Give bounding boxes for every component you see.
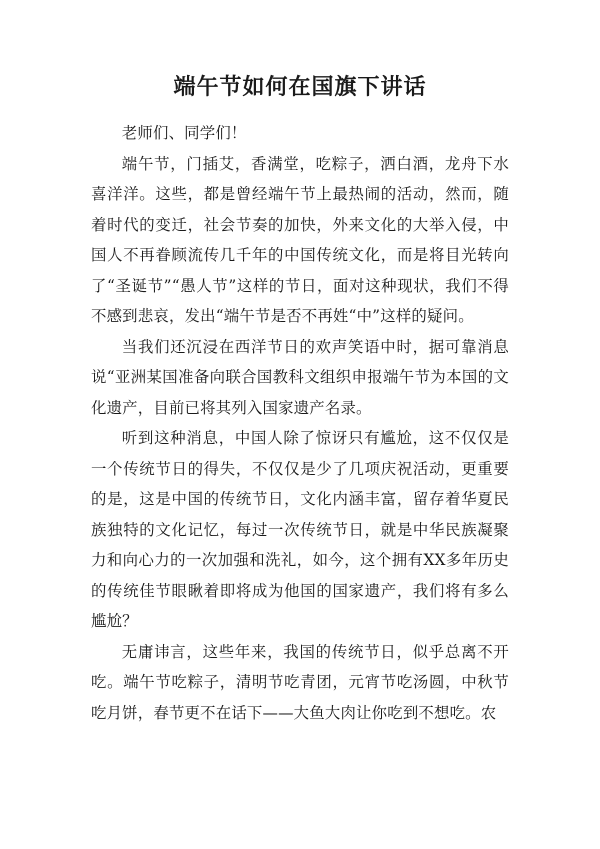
paragraph-2: 当我们还沉浸在西洋节日的欢声笑语中时，据可靠消息说“亚洲某国准备向联合国教科文组织申报端午节为本国的文化遗产，目前已将其列入国家遗产名录。 [91, 337, 509, 417]
document-body [91, 118, 509, 728]
paragraph-1: 端午节，门插艾，香满堂，吃粽子，洒白酒，龙舟下水喜洋洋。这些，都是曾经端午节上最热闹的活动，然而，随着时代的变迁，社会节奏的加快，外来文化的大举入侵，中国人不再眷顾流传几千年的中国传统文化，而是将目光转向了“圣诞节”“愚人节”这样的节日，面对这种现状，我们不得不感到悲哀，发出“端午节是否不再姓“中”这样的疑问。 [91, 154, 509, 325]
document-title: 端午节如何在国旗下讲话 [173, 74, 427, 100]
paragraph-3: 听到这种消息，中国人除了惊讶只有尴尬，这不仅仅是一个传统节日的得失，不仅仅是少了几项庆祝活动，更重要的是，这是中国的传统节日，文化内涵丰富，留存着华夏民族独特的文化记忆，每过一次传统节日，就是中华民族凝聚力和向心力的一次加强和洗礼，如今，这个拥有XX多年历史的传统佳节眼瞅着即将成为他国的国家遗产，我们将有多么尴尬？ [91, 429, 509, 630]
paragraph-4: 无庸讳言，这些年来，我国的传统节日，似乎总离不开吃。端午节吃粽子，清明节吃青团，元宵节吃汤圆，中秋节吃月饼，春节更不在话下——大鱼大肉让你吃到不想吃。农 [91, 642, 509, 722]
paragraph-greeting: 老师们、同学们！ [121, 124, 247, 142]
